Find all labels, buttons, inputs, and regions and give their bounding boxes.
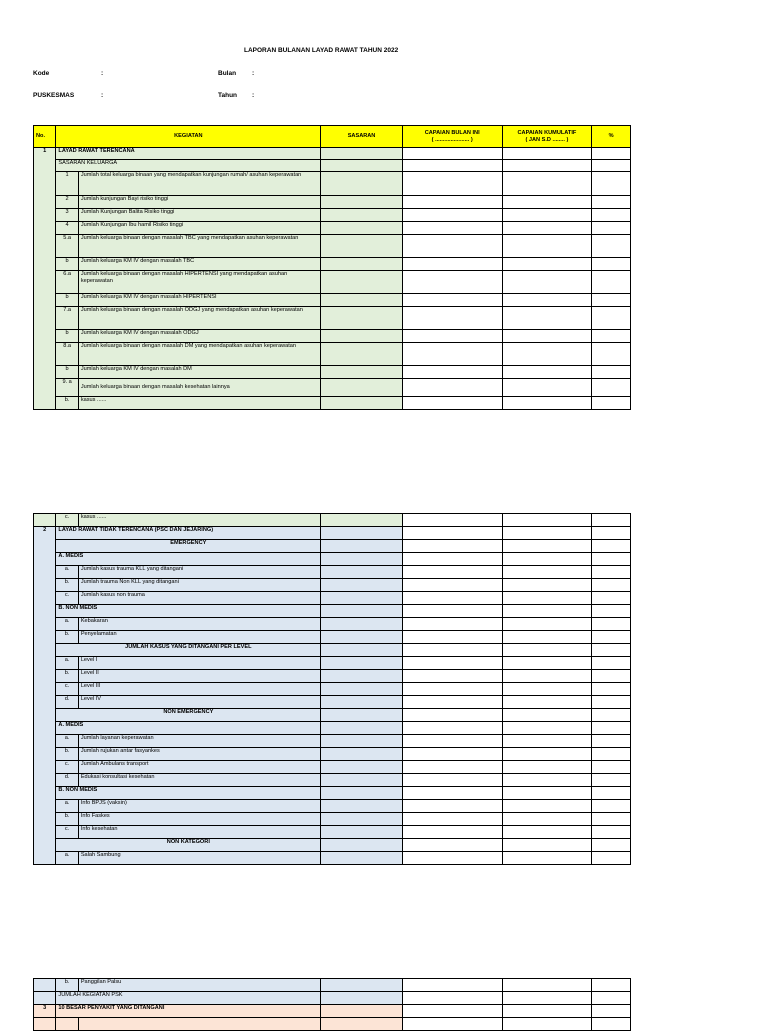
cell-capaian-bulan[interactable] (402, 514, 502, 527)
cell-sasaran[interactable] (321, 696, 403, 709)
table-row: a. Kebakaran (34, 618, 631, 631)
table-row: b. Info Faskes (34, 813, 631, 826)
cell-sasaran[interactable] (321, 540, 403, 553)
cell-capaian-bulan[interactable] (402, 566, 502, 579)
kode-label: Kode (33, 70, 50, 77)
cell-sasaran[interactable] (321, 379, 402, 397)
non-emergency-heading: NON EMERGENCY (56, 709, 321, 722)
table-row: c. Jumlah kasus non trauma (34, 592, 631, 605)
cell-persen[interactable] (592, 235, 631, 258)
cell-capaian-bulan[interactable] (402, 540, 502, 553)
cell-persen[interactable] (592, 839, 631, 852)
cell-capaian-bulan[interactable] (402, 379, 502, 397)
col-no-header: No. (34, 126, 56, 148)
report-table-part1 (33, 125, 631, 410)
cell-capaian-bulan[interactable] (402, 366, 502, 379)
cell-capaian-kumulatif[interactable] (502, 397, 592, 410)
cell-sasaran[interactable] (321, 657, 403, 670)
cell-persen[interactable] (592, 979, 631, 992)
section2-no: 2 (34, 527, 56, 865)
bulan-colon: : (252, 70, 255, 77)
cell-capaian-kumulatif[interactable] (502, 579, 592, 592)
cell-capaian-kumulatif[interactable] (502, 209, 592, 222)
cell-capaian-bulan[interactable] (402, 1005, 502, 1018)
cell-sasaran[interactable] (321, 553, 403, 566)
section2-title: LAYAD RAWAT TIDAK TERENCANA (PSC DAN JEJARING) (56, 527, 321, 540)
cell-capaian-bulan[interactable] (402, 222, 502, 235)
cell-capaian-kumulatif[interactable] (502, 235, 592, 258)
cell-sasaran[interactable] (321, 644, 403, 657)
table-row: b Jumlah keluarga KM IV dengan masalah ODGJ (34, 330, 631, 343)
cell-capaian-kumulatif[interactable] (502, 271, 592, 294)
cell-capaian-bulan[interactable] (402, 605, 502, 618)
cell-capaian-bulan[interactable] (402, 196, 502, 209)
cell-sasaran[interactable] (321, 761, 403, 774)
cell-sasaran[interactable] (321, 992, 403, 1005)
em-non-medis-heading: B. NON MEDIS (56, 605, 321, 618)
cell-sasaran[interactable] (321, 209, 402, 222)
cell-persen[interactable] (592, 592, 631, 605)
cell-capaian-bulan[interactable] (402, 826, 502, 839)
report-table-part2 (33, 513, 631, 865)
table-row: a. Jumlah layanan keperawatan (34, 735, 631, 748)
kode-colon: : (101, 70, 104, 77)
cell-sasaran[interactable] (321, 271, 402, 294)
cell-persen[interactable] (592, 709, 631, 722)
cell-persen[interactable] (592, 258, 631, 271)
cell-capaian-kumulatif[interactable] (502, 670, 592, 683)
cell-capaian-bulan[interactable] (402, 294, 502, 307)
cell-capaian-bulan[interactable] (402, 258, 502, 271)
cell-persen[interactable] (592, 1018, 631, 1031)
cell-capaian-bulan[interactable] (402, 235, 502, 258)
table-row: b Jumlah keluarga KM IV dengan masalah DM (34, 366, 631, 379)
cell-capaian-kumulatif[interactable] (502, 540, 592, 553)
cell-capaian-kumulatif[interactable] (502, 222, 592, 235)
table-row: 6.a Jumlah keluarga binaan dengan masalah HIPERTENSI yang mendapatkan asuhan keperawatan (34, 271, 631, 294)
cell-capaian-bulan[interactable] (402, 172, 502, 196)
cell-persen[interactable] (592, 657, 631, 670)
cell-capaian-bulan[interactable] (402, 1018, 502, 1031)
table-row: 8.a Jumlah keluarga binaan dengan masalah DM yang mendapatkan asuhan keperawatan (34, 343, 631, 366)
table-row: a. Jumlah kasus trauma KLL yang ditangani (34, 566, 631, 579)
tahun-colon: : (252, 92, 255, 99)
cell-capaian-kumulatif[interactable] (502, 774, 592, 787)
ne-medis-heading: A. MEDIS (56, 722, 321, 735)
cell-sasaran[interactable] (321, 294, 402, 307)
cell-capaian-kumulatif[interactable] (502, 527, 592, 540)
cell-persen[interactable] (592, 566, 631, 579)
cell-capaian-bulan[interactable] (402, 696, 502, 709)
cell-capaian-kumulatif[interactable] (502, 294, 592, 307)
table-row: c. kasus ...... (34, 514, 631, 527)
cell-capaian-bulan[interactable] (402, 761, 502, 774)
col-sasaran-header: SASARAN (321, 126, 402, 148)
cell-sasaran[interactable] (321, 196, 402, 209)
table-row: b. kasus ...... (34, 397, 631, 410)
cell-sasaran[interactable] (321, 148, 402, 160)
cell-sasaran[interactable] (321, 813, 403, 826)
cell-persen[interactable] (592, 813, 631, 826)
cell-capaian-kumulatif[interactable] (502, 644, 592, 657)
section3-no: 3 (34, 1005, 56, 1018)
cell-sasaran[interactable] (321, 1005, 403, 1018)
cell-sasaran[interactable] (321, 735, 403, 748)
tahun-label: Tahun (218, 92, 238, 99)
cell-persen[interactable] (592, 800, 631, 813)
cell-sasaran[interactable] (321, 979, 403, 992)
non-kategori-heading: NON KATEGORI (56, 839, 321, 852)
cell-capaian-kumulatif[interactable] (502, 258, 592, 271)
cell-persen[interactable] (592, 148, 631, 160)
cell-capaian-kumulatif[interactable] (502, 307, 592, 330)
cell-capaian-kumulatif[interactable] (502, 148, 592, 160)
cell-persen[interactable] (592, 540, 631, 553)
col-persen-header: % (592, 126, 631, 148)
bulan-label: Bulan (218, 70, 237, 77)
cell-capaian-bulan[interactable] (402, 979, 502, 992)
table-row: d. Edukasi konsultasi kesehatan (34, 774, 631, 787)
cell-capaian-bulan[interactable] (402, 748, 502, 761)
cell-capaian-bulan[interactable] (402, 722, 502, 735)
cell-capaian-kumulatif[interactable] (502, 330, 592, 343)
cell-capaian-kumulatif[interactable] (502, 592, 592, 605)
cell-capaian-kumulatif[interactable] (502, 514, 592, 527)
cell-capaian-kumulatif[interactable] (502, 839, 592, 852)
cell-sasaran[interactable] (321, 631, 403, 644)
col-capaian-bulan-header: CAPAIAN BULAN INI ( ...................... ) (402, 126, 502, 148)
cell-sasaran[interactable] (321, 527, 403, 540)
cell-capaian-kumulatif[interactable] (502, 852, 592, 865)
cell-sasaran[interactable] (321, 800, 403, 813)
cell-persen[interactable] (592, 761, 631, 774)
cell-capaian-bulan[interactable] (402, 307, 502, 330)
table-row: b. Jumlah trauma Non KLL yang ditangani (34, 579, 631, 592)
cell-capaian-bulan[interactable] (402, 527, 502, 540)
cell-sasaran[interactable] (321, 343, 402, 366)
cell-persen[interactable] (592, 774, 631, 787)
cell-sasaran[interactable] (321, 826, 403, 839)
cell-capaian-kumulatif[interactable] (502, 605, 592, 618)
cell-persen[interactable] (592, 294, 631, 307)
cell-capaian-bulan[interactable] (402, 709, 502, 722)
cell-persen[interactable] (592, 644, 631, 657)
table-row: a. Level I (34, 657, 631, 670)
cell-capaian-kumulatif[interactable] (502, 813, 592, 826)
cell-persen[interactable] (592, 787, 631, 800)
table-row: 2 Jumlah kunjungan Bayi risiko tinggi (34, 196, 631, 209)
section1-title: LAYAD RAWAT TERENCANA (56, 148, 321, 160)
table-row: a. Salah Sambung (34, 852, 631, 865)
cell-sasaran[interactable] (321, 787, 403, 800)
cell-persen[interactable] (592, 160, 631, 172)
cell-sasaran[interactable] (321, 172, 402, 196)
cell-capaian-kumulatif[interactable] (502, 979, 592, 992)
puskesmas-colon: : (101, 92, 104, 99)
cell-persen[interactable] (592, 527, 631, 540)
cell-persen[interactable] (592, 514, 631, 527)
table-row: b. Jumlah rujukan antar fasyankes (34, 748, 631, 761)
cell-sasaran[interactable] (321, 222, 402, 235)
cell-persen[interactable] (592, 343, 631, 366)
table-row: b. Panggilan Palsu (34, 979, 631, 992)
cell-capaian-kumulatif[interactable] (502, 1018, 592, 1031)
cell-capaian-kumulatif[interactable] (502, 992, 592, 1005)
cell-persen[interactable] (592, 579, 631, 592)
cell-capaian-kumulatif[interactable] (502, 631, 592, 644)
emergency-heading: EMERGENCY (56, 540, 321, 553)
table-row: 3 Jumlah Kunjungan Balita Risiko tinggi (34, 209, 631, 222)
cell-persen[interactable] (592, 605, 631, 618)
table-row: c. Info kesehatan (34, 826, 631, 839)
jumlah-kegiatan-row: JUMLAH KEGIATAN PSK (56, 992, 321, 1005)
cell-capaian-kumulatif[interactable] (502, 1005, 592, 1018)
cell-capaian-bulan[interactable] (402, 839, 502, 852)
cell-sasaran[interactable] (321, 235, 402, 258)
cell-persen[interactable] (592, 670, 631, 683)
table-row: a. Info BPJS (vaksin) (34, 800, 631, 813)
cell-sasaran[interactable] (321, 592, 403, 605)
cell-sasaran[interactable] (321, 722, 403, 735)
cell-sasaran[interactable] (321, 566, 403, 579)
table-row: 9. a Jumlah keluarga binaan dengan masalah kesehatan lainnya (34, 379, 631, 397)
cell-capaian-bulan[interactable] (402, 683, 502, 696)
col-capaian-kumulatif-header: CAPAIAN KUMULATIF ( JAN S.D ........ ) (502, 126, 592, 148)
cell-capaian-kumulatif[interactable] (502, 566, 592, 579)
cell-capaian-kumulatif[interactable] (502, 761, 592, 774)
level-heading: JUMLAH KASUS YANG DITANGANI PER LEVEL (56, 644, 321, 657)
table-row: c. Level III (34, 683, 631, 696)
cell-capaian-kumulatif[interactable] (502, 709, 592, 722)
cell-persen[interactable] (592, 553, 631, 566)
cell-capaian-kumulatif[interactable] (502, 172, 592, 196)
table-row: 4 Jumlah Kunjungan Ibu hamil Risiko tinggi (34, 222, 631, 235)
table-row: 5.a Jumlah keluarga binaan dengan masalah TBC yang mendapatkan asuhan keperawatan (34, 235, 631, 258)
cell-sasaran[interactable] (321, 330, 402, 343)
cell-persen[interactable] (592, 172, 631, 196)
cell-capaian-bulan[interactable] (402, 813, 502, 826)
cell-capaian-kumulatif[interactable] (502, 553, 592, 566)
cell-capaian-kumulatif[interactable] (502, 735, 592, 748)
cell-capaian-bulan[interactable] (402, 330, 502, 343)
cell-persen[interactable] (592, 618, 631, 631)
cell-capaian-bulan[interactable] (402, 670, 502, 683)
cell-sasaran[interactable] (321, 839, 403, 852)
cell-capaian-bulan[interactable] (402, 735, 502, 748)
cell-capaian-bulan[interactable] (402, 657, 502, 670)
cell-persen[interactable] (592, 1005, 631, 1018)
cell-sasaran[interactable] (321, 366, 402, 379)
table-row: b. Level II (34, 670, 631, 683)
cell-persen[interactable] (592, 307, 631, 330)
em-medis-heading: A. MEDIS (56, 553, 321, 566)
section1-no: 1 (34, 148, 56, 410)
table-row: d. Level IV (34, 696, 631, 709)
report-table-part3 (33, 978, 631, 1031)
cell-capaian-kumulatif[interactable] (502, 722, 592, 735)
puskesmas-label: PUSKESMAS (33, 92, 75, 99)
cell-capaian-kumulatif[interactable] (502, 160, 592, 172)
cell-capaian-bulan[interactable] (402, 343, 502, 366)
col-kegiatan-header: KEGIATAN (56, 126, 321, 148)
cell-persen[interactable] (592, 222, 631, 235)
cell-persen[interactable] (592, 379, 631, 397)
cell-capaian-bulan[interactable] (402, 148, 502, 160)
cell-sasaran[interactable] (321, 852, 403, 865)
cell-sasaran[interactable] (321, 683, 403, 696)
cell-capaian-bulan[interactable] (402, 631, 502, 644)
report-title: LAPORAN BULANAN LAYAD RAWAT TAHUN 2022 (244, 47, 399, 54)
cell-capaian-bulan[interactable] (402, 774, 502, 787)
cell-persen[interactable] (592, 196, 631, 209)
cell-sasaran[interactable] (321, 1018, 403, 1031)
cell-persen[interactable] (592, 748, 631, 761)
cell-capaian-bulan[interactable] (402, 553, 502, 566)
cell-capaian-kumulatif[interactable] (502, 379, 592, 397)
cell-capaian-kumulatif[interactable] (502, 657, 592, 670)
cell-capaian-kumulatif[interactable] (502, 366, 592, 379)
cell-capaian-kumulatif[interactable] (502, 343, 592, 366)
cell-sasaran[interactable] (321, 258, 402, 271)
cell-sasaran[interactable] (321, 160, 402, 172)
cell-persen[interactable] (592, 209, 631, 222)
cell-capaian-kumulatif[interactable] (502, 787, 592, 800)
cell-capaian-bulan[interactable] (402, 397, 502, 410)
cell-persen[interactable] (592, 992, 631, 1005)
cell-capaian-kumulatif[interactable] (502, 696, 592, 709)
section1-subtitle: SASARAN KELUARGA (56, 160, 321, 172)
cell-capaian-kumulatif[interactable] (502, 748, 592, 761)
table-row: 7.a Jumlah keluarga binaan dengan masalah ODGJ yang mendapatkan asuhan keperawatan (34, 307, 631, 330)
cell-capaian-bulan[interactable] (402, 800, 502, 813)
cell-persen[interactable] (592, 631, 631, 644)
cell-persen[interactable] (592, 852, 631, 865)
cell-persen[interactable] (592, 397, 631, 410)
table-row: c. Jumlah Ambulans transport (34, 761, 631, 774)
table-row: 1 Jumlah total keluarga binaan yang mendapatkan kunjungan rumah/ asuhan keperawatan (34, 172, 631, 196)
cell-sasaran[interactable] (321, 514, 403, 527)
cell-sasaran[interactable] (321, 307, 402, 330)
cell-capaian-bulan[interactable] (402, 160, 502, 172)
cell-capaian-kumulatif[interactable] (502, 618, 592, 631)
cell-capaian-bulan[interactable] (402, 852, 502, 865)
table-row: b Jumlah keluarga KM IV dengan masalah TBC (34, 258, 631, 271)
cell-capaian-bulan[interactable] (402, 271, 502, 294)
ne-non-medis-heading: B. NON MEDIS (56, 787, 321, 800)
cell-sasaran[interactable] (321, 670, 403, 683)
cell-persen[interactable] (592, 271, 631, 294)
table-row: b. Penyelamatan (34, 631, 631, 644)
cell-sasaran[interactable] (321, 774, 403, 787)
cell-persen[interactable] (592, 735, 631, 748)
cell-capaian-bulan[interactable] (402, 579, 502, 592)
cell-capaian-bulan[interactable] (402, 618, 502, 631)
cell-persen[interactable] (592, 330, 631, 343)
cell-capaian-kumulatif[interactable] (502, 826, 592, 839)
section3-title: 10 BESAR PENYAKIT YANG DITANGANI (56, 1005, 321, 1018)
cell-sasaran[interactable] (321, 748, 403, 761)
cell-persen[interactable] (592, 722, 631, 735)
cell-capaian-kumulatif[interactable] (502, 683, 592, 696)
cell-sasaran[interactable] (321, 709, 403, 722)
cell-persen[interactable] (592, 366, 631, 379)
cell-sasaran[interactable] (321, 605, 403, 618)
cell-sasaran[interactable] (321, 579, 403, 592)
cell-sasaran[interactable] (321, 397, 402, 410)
cell-capaian-kumulatif[interactable] (502, 800, 592, 813)
cell-sasaran[interactable] (321, 618, 403, 631)
table-row: b Jumlah keluarga KM IV dengan masalah HIPERTENSI (34, 294, 631, 307)
cell-capaian-bulan[interactable] (402, 787, 502, 800)
cell-capaian-bulan[interactable] (402, 209, 502, 222)
cell-capaian-bulan[interactable] (402, 644, 502, 657)
cell-capaian-kumulatif[interactable] (502, 196, 592, 209)
cell-capaian-bulan[interactable] (402, 592, 502, 605)
cell-capaian-bulan[interactable] (402, 992, 502, 1005)
cell-persen[interactable] (592, 826, 631, 839)
cell-persen[interactable] (592, 683, 631, 696)
cell-persen[interactable] (592, 696, 631, 709)
